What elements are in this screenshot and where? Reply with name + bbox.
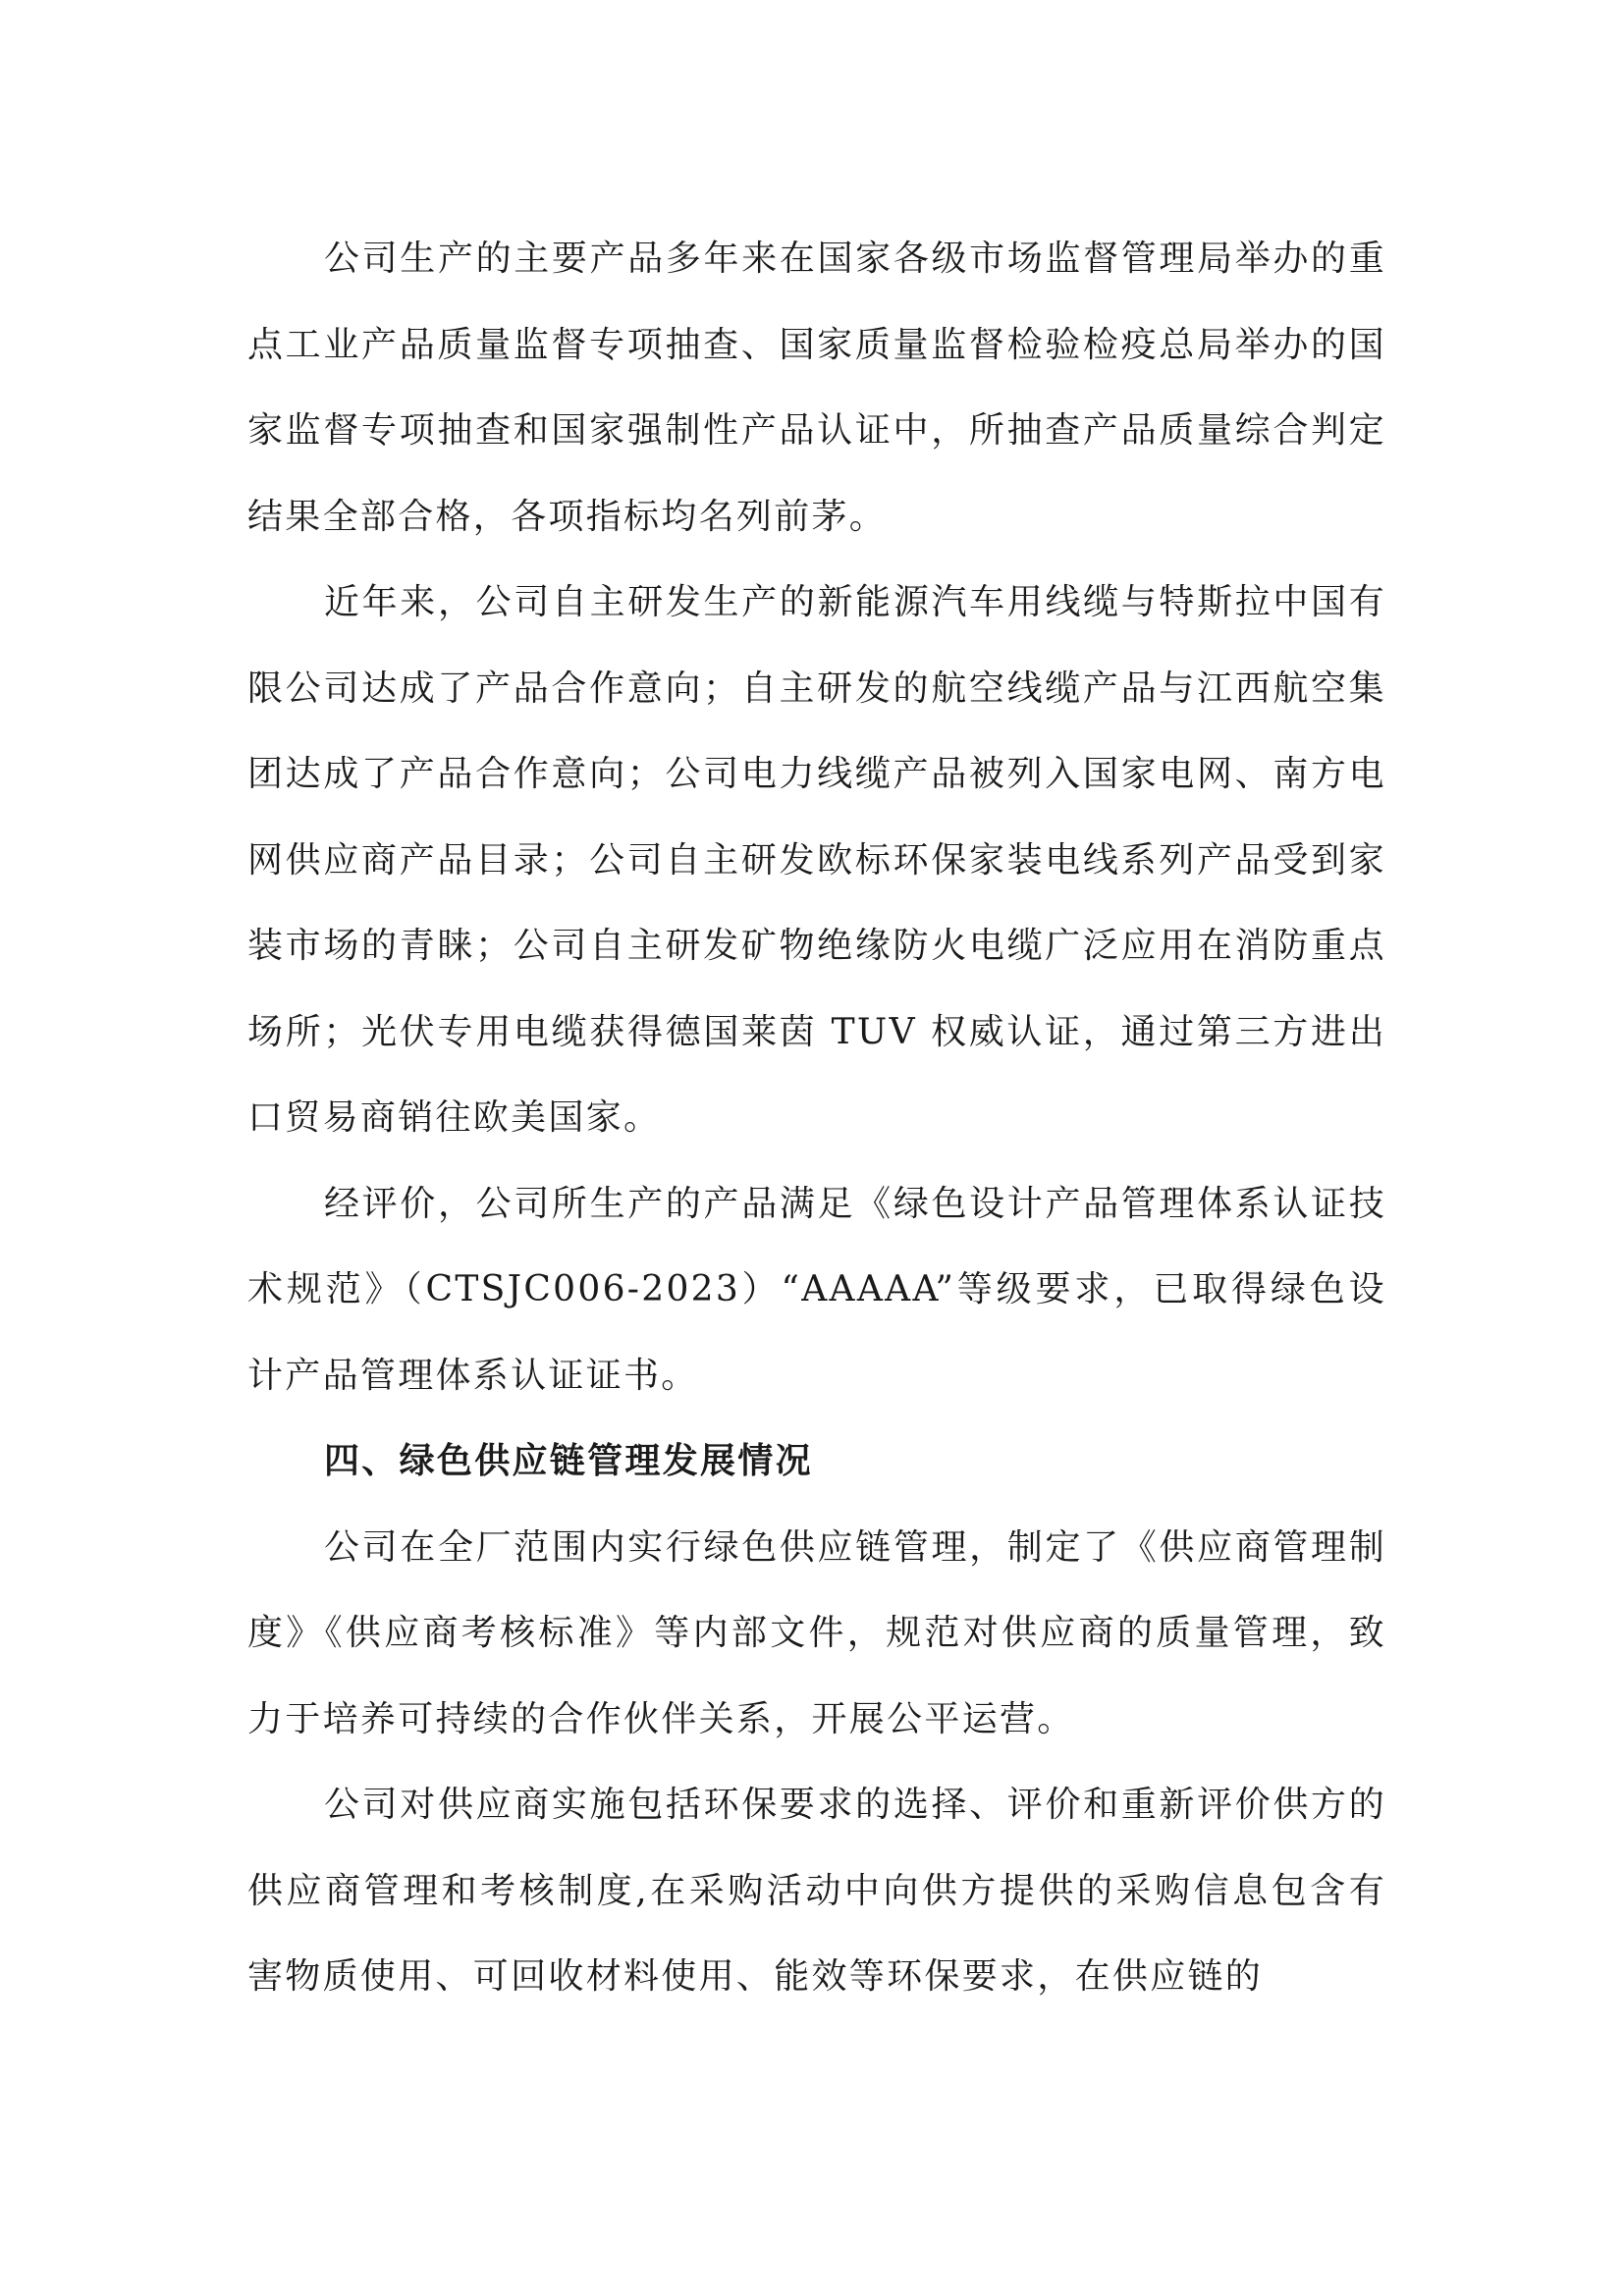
paragraph-supplier-evaluation: 公司对供应商实施包括环保要求的选择、评价和重新评价供方的供应商管理和考核制度,在采购活动中向供方提供的采购信息包含有害物质使用、可回收材料使用、能效等环保要求，在供应链的 — [247, 1785, 1386, 1997]
paragraph-green-design-certification: 经评价，公司所生产的产品满足《绿色设计产品管理体系认证技术规范》（CTSJC006-2023）“AAAAA”等级要求，已取得绿色设计产品管理体系认证证书。 — [247, 1183, 1386, 1396]
document-page — [247, 216, 1386, 2020]
paragraph-product-cooperation: 近年来，公司自主研发生产的新能源汽车用线缆与特斯拉中国有限公司达成了产品合作意向；自主研发的航空线缆产品与江西航空集团达成了产品合作意向；公司电力线缆产品被列入国家电网、南方电网供应商产品目录；公司自主研发欧标环保家装电线系列产品受到家装市场的青睐；公司自主研发矿物绝缘防火电缆广泛应用在消防重点场所；光伏专用电缆获得德国莱茵 TUV 权威认证，通过第三方进出口贸易商销往欧美国家。 — [247, 582, 1386, 1138]
paragraph-supply-chain-management: 公司在全厂范围内实行绿色供应链管理，制定了《供应商管理制度》《供应商考核标准》等内部文件，规范对供应商的质量管理，致力于培养可持续的合作伙伴关系，开展公平运营。 — [247, 1526, 1386, 1739]
paragraph-product-quality: 公司生产的主要产品多年来在国家各级市场监督管理局举办的重点工业产品质量监督专项抽查、国家质量监督检验检疫总局举办的国家监督专项抽查和国家强制性产品认证中，所抽查产品质量综合判定结果全部合格，各项指标均名列前茅。 — [247, 239, 1386, 537]
section-heading-green-supply-chain: 四、绿色供应链管理发展情况 — [324, 1441, 813, 1481]
